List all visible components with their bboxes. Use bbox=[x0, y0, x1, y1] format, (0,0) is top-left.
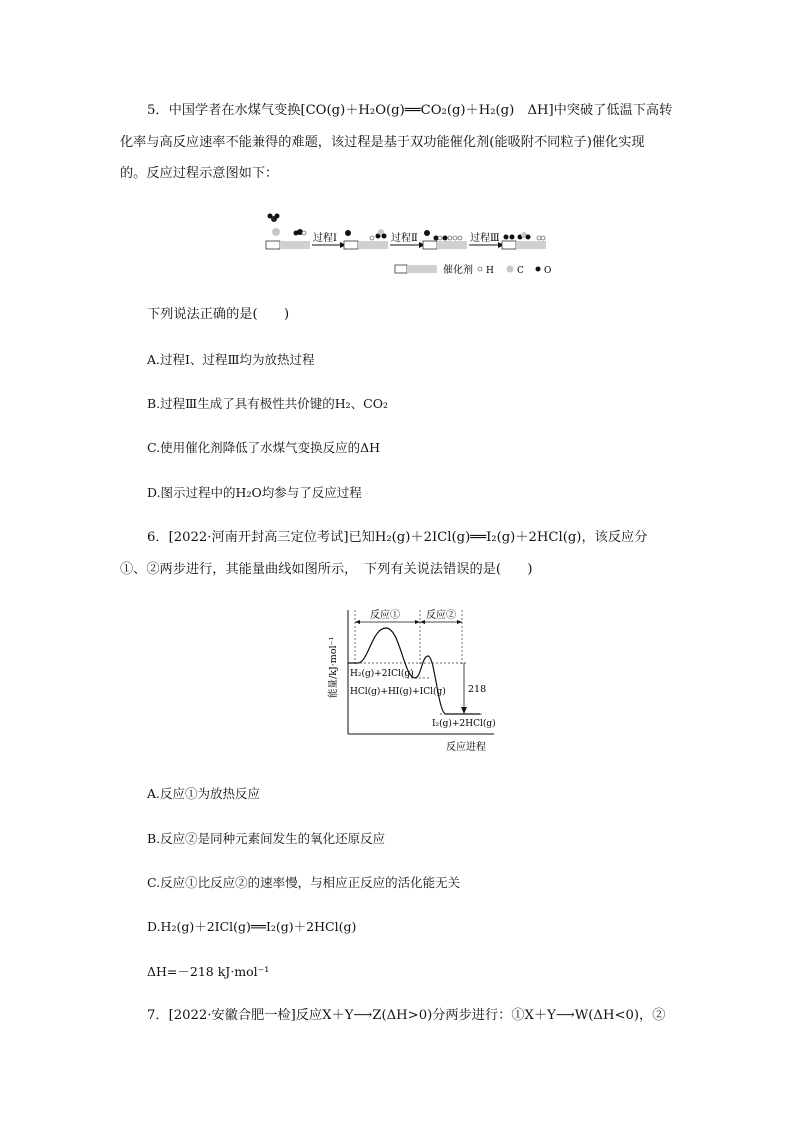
region-1-label: 反应① bbox=[370, 610, 400, 621]
q5-stem-line2: 化率与高反应速率不能兼得的难题，该过程是基于双功能催化剂(能吸附不同粒子)催化实现 bbox=[120, 135, 645, 150]
stage-1 bbox=[266, 214, 310, 250]
q6-option-c: C.反应①比反应②的速率慢，与相应正反应的活化能无关 bbox=[147, 875, 461, 890]
q7-stem-line1: 7．[2022·安徽合肥一检]反应X＋Y⟶Z(ΔH>0)分两步进行：①X＋Y⟶W(ΔH<0)，② bbox=[147, 1008, 666, 1023]
legend-catalyst-label: 催化剂 bbox=[443, 265, 473, 276]
q6-option-d-delta-h: ΔH=－218 kJ·mol⁻¹ bbox=[147, 964, 270, 979]
delta-h-value: 218 bbox=[468, 684, 487, 695]
level-products-label: I₂(g)+2HCl(g) bbox=[432, 719, 496, 729]
legend-o-label: O bbox=[544, 266, 552, 276]
q6-stem-line1: 6．[2022·河南开封高三定位考试]已知H₂(g)＋2ICl(g)══I₂(g)＋2HCl(g)，该反应分 bbox=[147, 530, 648, 545]
level-intermediate-label: HCl(g)+HI(g)+ICl(g) bbox=[350, 687, 446, 697]
q5-option-d: D.图示过程中的H₂O均参与了反应过程 bbox=[147, 485, 362, 500]
diagram-legend bbox=[395, 263, 551, 276]
q6-stem-line2: ①、②两步进行，其能量曲线如图所示， 下列有关说法错误的是( ) bbox=[120, 562, 533, 577]
legend-h-label: H bbox=[486, 266, 494, 276]
level-reactants-label: H₂(g)+2ICl(g) bbox=[350, 669, 414, 679]
energy-profile-diagram bbox=[322, 606, 502, 756]
q5-option-c: C.使用催化剂降低了水煤气变换反应的ΔH bbox=[147, 440, 381, 455]
legend-c-label: C bbox=[517, 266, 524, 276]
q5-stem-line1: 5．中国学者在水煤气变换[CO(g)＋H₂O(g)══CO₂(g)＋H₂(g) ΔH]中突破了低温下高转 bbox=[147, 103, 673, 118]
q6-option-a: A.反应①为放热反应 bbox=[147, 786, 261, 801]
y-axis-label: 能量/kJ·mol⁻¹ bbox=[328, 636, 339, 698]
q5-option-b: B.过程Ⅲ生成了具有极性共价键的H₂、CO₂ bbox=[147, 396, 388, 411]
stage-3 bbox=[423, 230, 467, 249]
reaction-process-diagram bbox=[262, 208, 562, 280]
stage-2 bbox=[344, 229, 388, 249]
q6-option-b: B.反应②是同种元素间发生的氧化还原反应 bbox=[147, 831, 386, 846]
q6-option-d: D.H₂(g)＋2ICl(g)══I₂(g)＋2HCl(g) bbox=[147, 919, 357, 934]
q5-stem-line3: 的。反应过程示意图如下： bbox=[120, 166, 279, 181]
step1-label: 过程Ⅰ bbox=[313, 233, 337, 244]
q5-option-a: A.过程Ⅰ、过程Ⅲ均为放热过程 bbox=[147, 352, 315, 367]
step2-label: 过程Ⅱ bbox=[391, 233, 418, 244]
step3-label: 过程Ⅲ bbox=[470, 233, 500, 244]
x-axis-label: 反应进程 bbox=[446, 742, 486, 753]
stage-4 bbox=[502, 232, 546, 249]
q5-question: 下列说法正确的是( ) bbox=[147, 307, 290, 322]
region-2-label: 反应② bbox=[426, 610, 456, 621]
